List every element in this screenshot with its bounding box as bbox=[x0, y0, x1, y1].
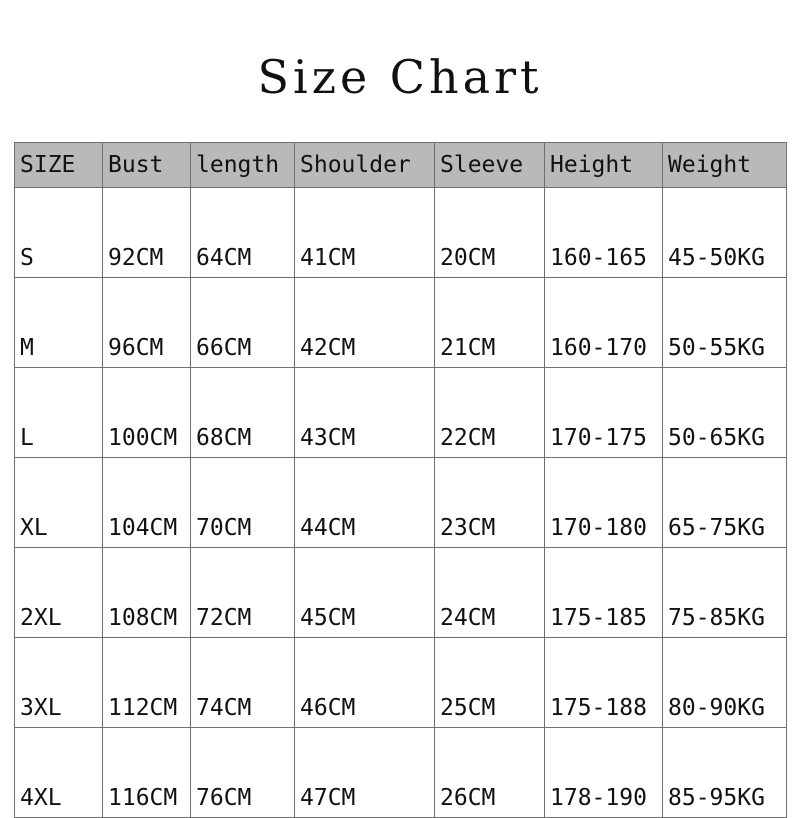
cell-height: 178-190 bbox=[545, 728, 663, 818]
column-header-shoulder: Shoulder bbox=[295, 143, 435, 188]
cell-size: M bbox=[15, 278, 103, 368]
cell-weight: 45-50KG bbox=[663, 188, 787, 278]
cell-size: 2XL bbox=[15, 548, 103, 638]
cell-bust: 108CM bbox=[103, 548, 191, 638]
page-title: Size Chart bbox=[257, 50, 543, 104]
cell-size: XL bbox=[15, 458, 103, 548]
size-chart-table bbox=[14, 142, 787, 818]
cell-length: 74CM bbox=[191, 638, 295, 728]
cell-sleeve: 20CM bbox=[435, 188, 545, 278]
cell-length: 70CM bbox=[191, 458, 295, 548]
table-row bbox=[15, 548, 787, 638]
cell-shoulder: 42CM bbox=[295, 278, 435, 368]
cell-weight: 65-75KG bbox=[663, 458, 787, 548]
cell-size: L bbox=[15, 368, 103, 458]
table-body bbox=[15, 188, 787, 818]
cell-shoulder: 46CM bbox=[295, 638, 435, 728]
cell-weight: 80-90KG bbox=[663, 638, 787, 728]
column-header-height: Height bbox=[545, 143, 663, 188]
cell-length: 72CM bbox=[191, 548, 295, 638]
cell-sleeve: 22CM bbox=[435, 368, 545, 458]
cell-sleeve: 24CM bbox=[435, 548, 545, 638]
table-row bbox=[15, 728, 787, 818]
cell-bust: 92CM bbox=[103, 188, 191, 278]
table-row bbox=[15, 368, 787, 458]
column-header-sleeve: Sleeve bbox=[435, 143, 545, 188]
column-header-size: SIZE bbox=[15, 143, 103, 188]
size-chart-table-container bbox=[14, 142, 786, 818]
cell-weight: 50-55KG bbox=[663, 278, 787, 368]
cell-size: 4XL bbox=[15, 728, 103, 818]
cell-shoulder: 44CM bbox=[295, 458, 435, 548]
cell-weight: 75-85KG bbox=[663, 548, 787, 638]
table-row bbox=[15, 278, 787, 368]
cell-bust: 112CM bbox=[103, 638, 191, 728]
cell-height: 175-185 bbox=[545, 548, 663, 638]
cell-shoulder: 43CM bbox=[295, 368, 435, 458]
cell-shoulder: 45CM bbox=[295, 548, 435, 638]
cell-sleeve: 21CM bbox=[435, 278, 545, 368]
cell-sleeve: 26CM bbox=[435, 728, 545, 818]
cell-height: 170-175 bbox=[545, 368, 663, 458]
cell-length: 64CM bbox=[191, 188, 295, 278]
cell-sleeve: 23CM bbox=[435, 458, 545, 548]
cell-bust: 104CM bbox=[103, 458, 191, 548]
table-row bbox=[15, 188, 787, 278]
cell-height: 170-180 bbox=[545, 458, 663, 548]
cell-bust: 116CM bbox=[103, 728, 191, 818]
cell-height: 175-188 bbox=[545, 638, 663, 728]
cell-height: 160-165 bbox=[545, 188, 663, 278]
table-row bbox=[15, 638, 787, 728]
column-header-bust: Bust bbox=[103, 143, 191, 188]
cell-size: S bbox=[15, 188, 103, 278]
cell-bust: 96CM bbox=[103, 278, 191, 368]
table-header-row bbox=[15, 143, 787, 188]
cell-bust: 100CM bbox=[103, 368, 191, 458]
cell-size: 3XL bbox=[15, 638, 103, 728]
cell-length: 66CM bbox=[191, 278, 295, 368]
column-header-weight: Weight bbox=[663, 143, 787, 188]
cell-weight: 85-95KG bbox=[663, 728, 787, 818]
table-header bbox=[15, 143, 787, 188]
cell-length: 76CM bbox=[191, 728, 295, 818]
cell-weight: 50-65KG bbox=[663, 368, 787, 458]
cell-sleeve: 25CM bbox=[435, 638, 545, 728]
table-row bbox=[15, 458, 787, 548]
cell-length: 68CM bbox=[191, 368, 295, 458]
cell-height: 160-170 bbox=[545, 278, 663, 368]
cell-shoulder: 47CM bbox=[295, 728, 435, 818]
cell-shoulder: 41CM bbox=[295, 188, 435, 278]
column-header-length: length bbox=[191, 143, 295, 188]
